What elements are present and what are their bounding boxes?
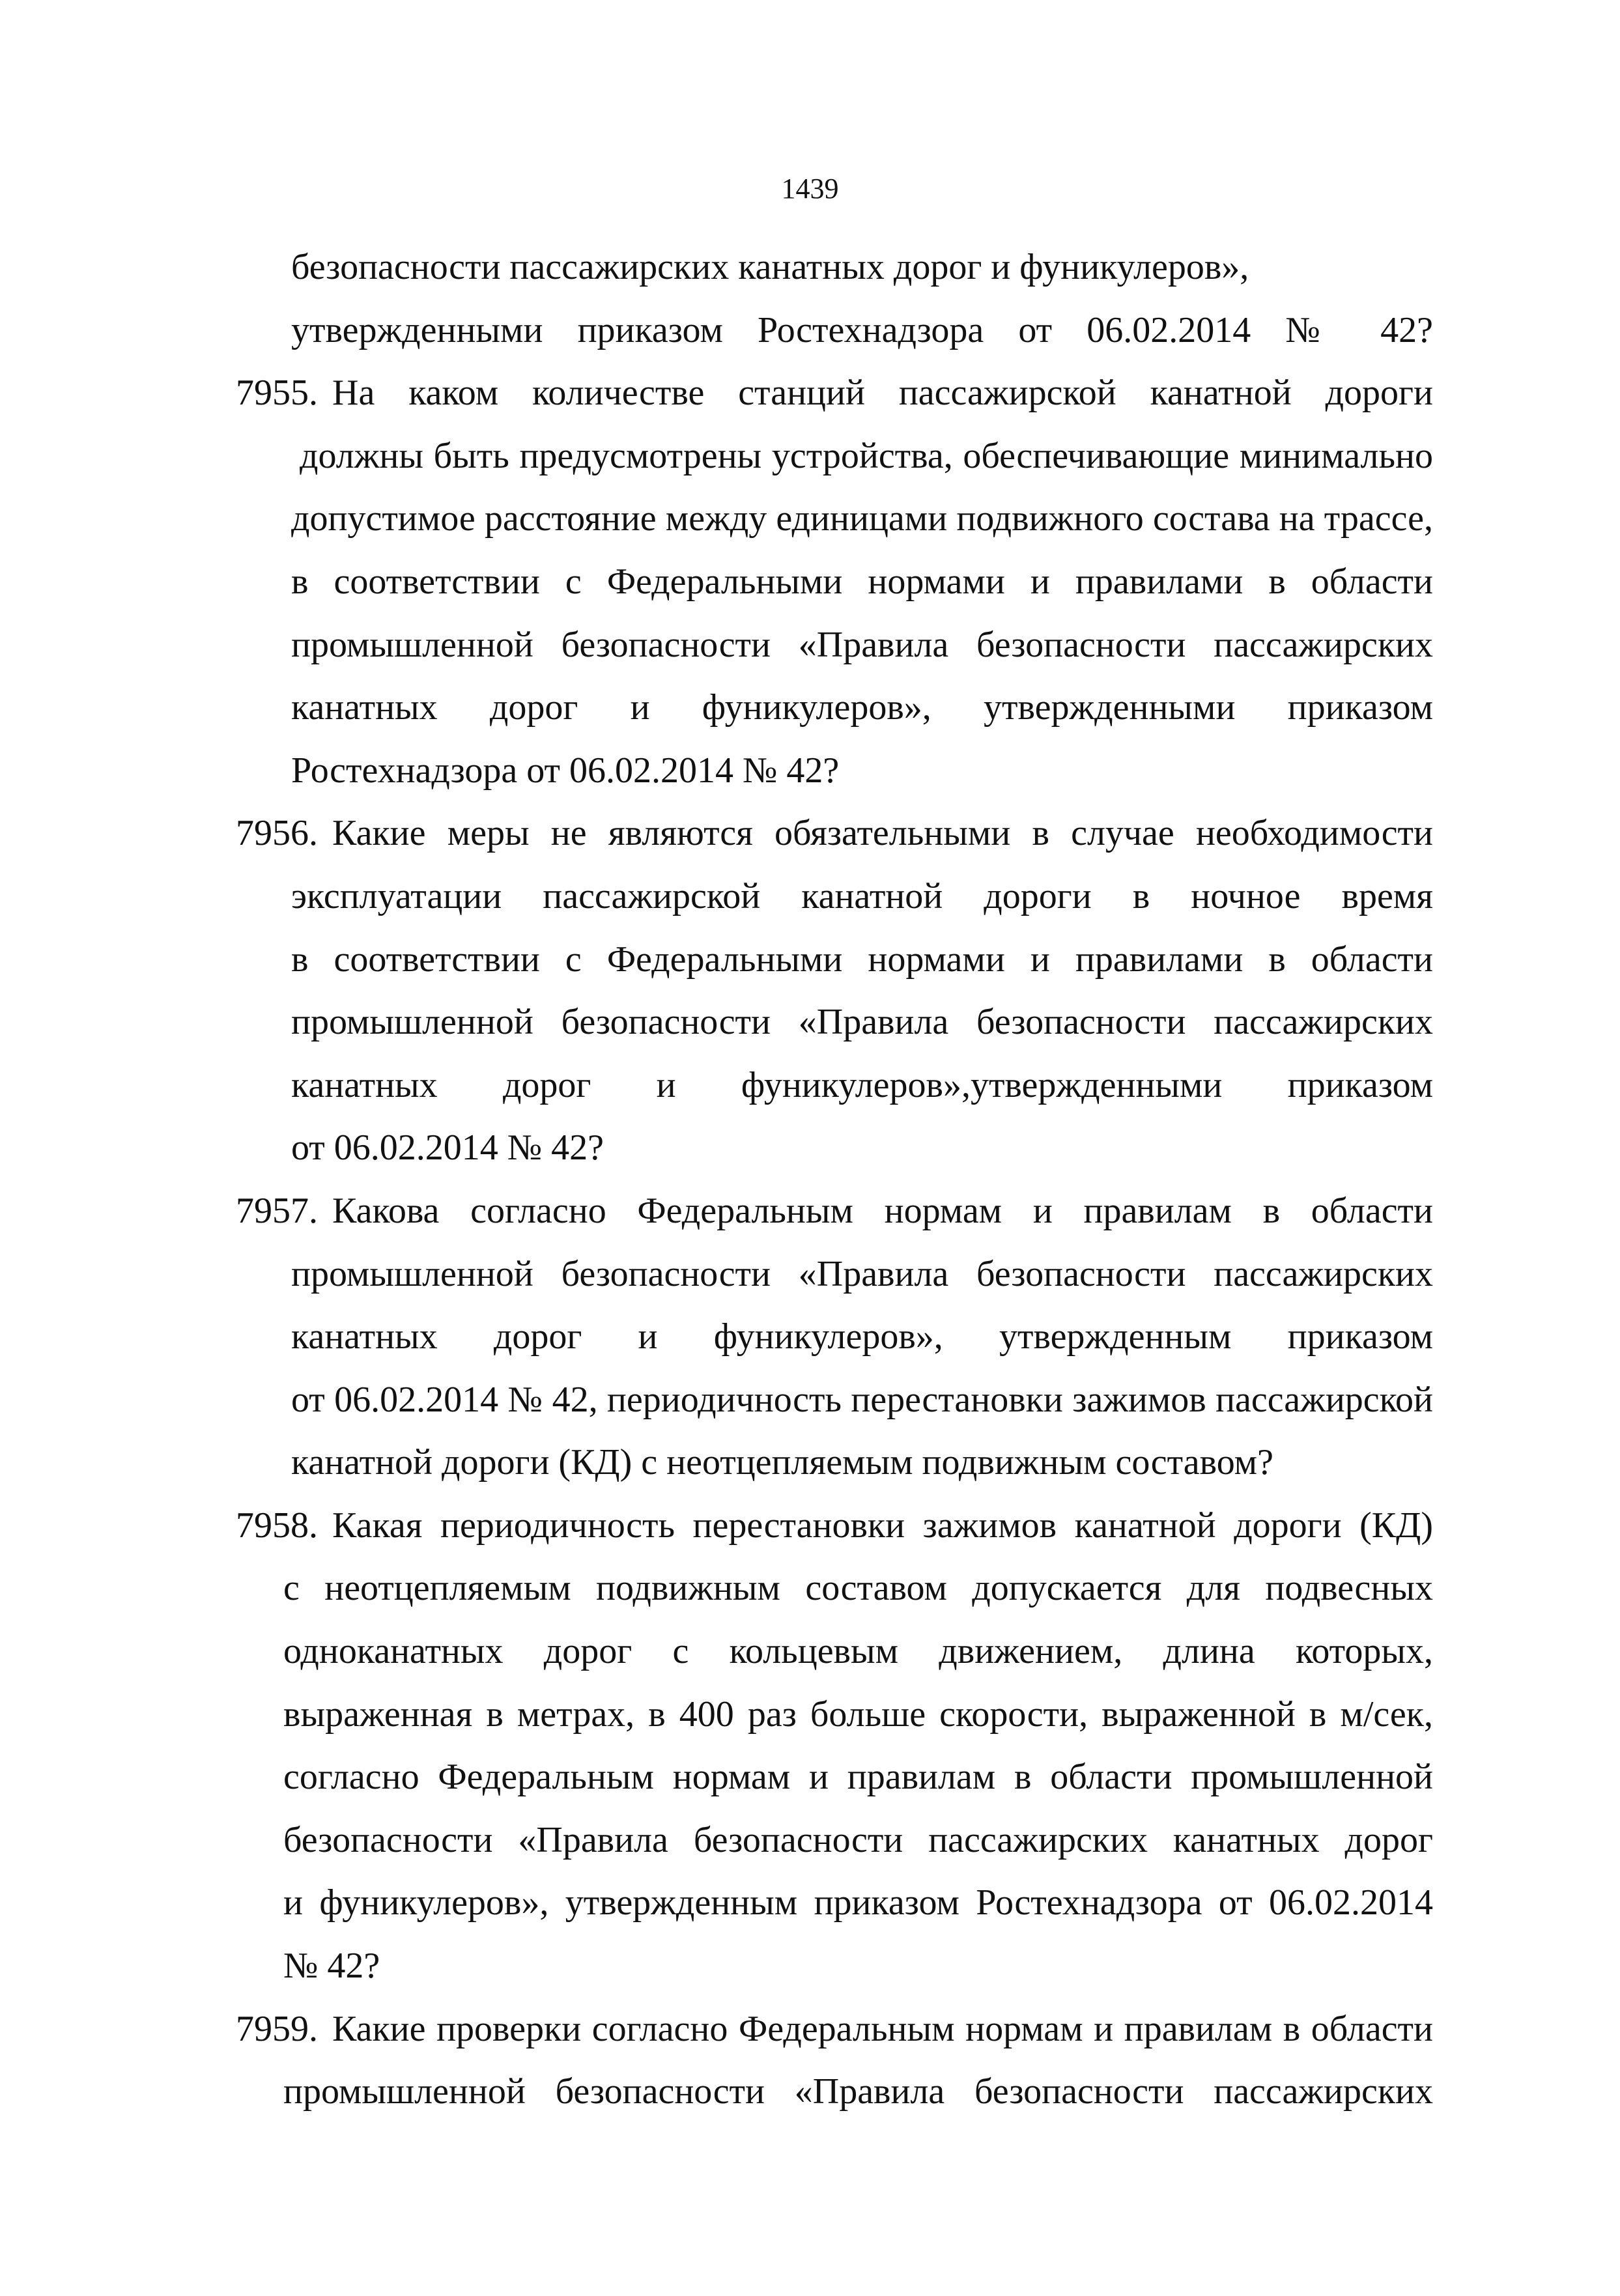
question-number: 7957. [236,1190,318,1231]
line-text: № 42? [283,1946,380,1987]
question-number: 7959. [236,2008,318,2049]
text-line [0,1116,1620,1180]
line-text: утвержденными приказом Ростехнадзора от 06.02.2014 № 42? [291,309,1433,350]
line-text: канатной дороги (КД) с неотцепляемым подвижным составом? [291,1442,1273,1483]
text-line [0,865,1620,928]
line-text: Ростехнадзора от 06.02.2014 № 42? [291,750,840,791]
line-text: промышленной безопасности «Правила безопасности пассажирских [291,1002,1433,1043]
line-text: в соответствии с Федеральными нормами и правилами в области [291,939,1433,980]
text-line [0,928,1620,991]
document-body [0,236,1620,2123]
text-line [0,1746,1620,1809]
text-line [0,1683,1620,1746]
line-text: согласно Федеральным нормам и правилам в области промышленной [283,1757,1433,1798]
line-text: должны быть предусмотрены устройства, обеспечивающие минимально [300,435,1433,476]
text-line [0,991,1620,1054]
line-text: безопасности пассажирских канатных дорог и фуникулеров», [291,247,1249,287]
text-line [0,1368,1620,1432]
text-line [0,1935,1620,1998]
line-text: в соответствии с Федеральными нормами и правилами в области [291,561,1433,602]
question-first-line [0,361,1620,425]
line-text: Какая периодичность перестановки зажимов канатной дороги (КД) [332,1505,1433,1546]
question-number: 7955. [236,373,318,414]
text-line [0,1054,1620,1117]
text-line [0,299,1620,362]
line-text: с неотцепляемым подвижным составом допускается для подвесных [283,1568,1433,1609]
text-line [0,1243,1620,1306]
text-line [0,550,1620,614]
question-first-line [0,1494,1620,1557]
line-text: промышленной безопасности «Правила безопасности пассажирских [291,624,1433,665]
text-line [0,236,1620,299]
question-first-line [0,1180,1620,1243]
text-line [0,1431,1620,1494]
text-line [0,1809,1620,1872]
line-text: На каком количестве станций пассажирской канатной дороги [332,373,1433,414]
line-text: промышленной безопасности «Правила безопасности пассажирских [283,2071,1433,2112]
text-line [0,2060,1620,2123]
line-text: эксплуатации пассажирской канатной дороги в ночное время [291,875,1433,916]
question-first-line [0,1998,1620,2061]
line-text: от 06.02.2014 № 42, периодичность перестановки зажимов пассажирской [291,1379,1433,1420]
text-line [0,1557,1620,1620]
text-line [0,614,1620,677]
text-line [0,676,1620,739]
line-text: Какова согласно Федеральным нормам и правилам в области [332,1190,1433,1231]
line-text: от 06.02.2014 № 42? [291,1127,604,1169]
line-text: канатных дорог и фуникулеров», утвержденным приказом [291,1316,1433,1357]
text-line [0,1871,1620,1935]
line-text: выраженная в метрах, в 400 раз больше скорости, выраженной в м/сек, [283,1694,1433,1735]
line-text: безопасности «Правила безопасности пассажирских канатных дорог [283,1819,1433,1860]
line-text: одноканатных дорог с кольцевым движением, длина которых, [283,1631,1433,1672]
question-number: 7958. [236,1505,318,1546]
text-line [0,1305,1620,1368]
line-text: канатных дорог и фуникулеров»,утвержденными приказом [291,1064,1433,1105]
line-text: промышленной безопасности «Правила безопасности пассажирских [291,1253,1433,1294]
text-line [0,425,1620,488]
text-line [0,487,1620,550]
text-line [0,739,1620,802]
line-text: допустимое расстояние между единицами подвижного состава на трассе, [291,498,1433,539]
question-first-line [0,802,1620,865]
line-text: и фуникулеров», утвержденным приказом Ростехнадзора от 06.02.2014 [283,1882,1433,1923]
line-text: Какие меры не являются обязательными в случае необходимости [332,813,1433,854]
line-text: канатных дорог и фуникулеров», утвержденными приказом [291,687,1433,728]
text-line [0,1620,1620,1683]
question-number: 7956. [236,813,318,854]
page-number: 1439 [781,173,839,205]
line-text: Какие проверки согласно Федеральным нормам и правилам в области [332,2008,1433,2049]
